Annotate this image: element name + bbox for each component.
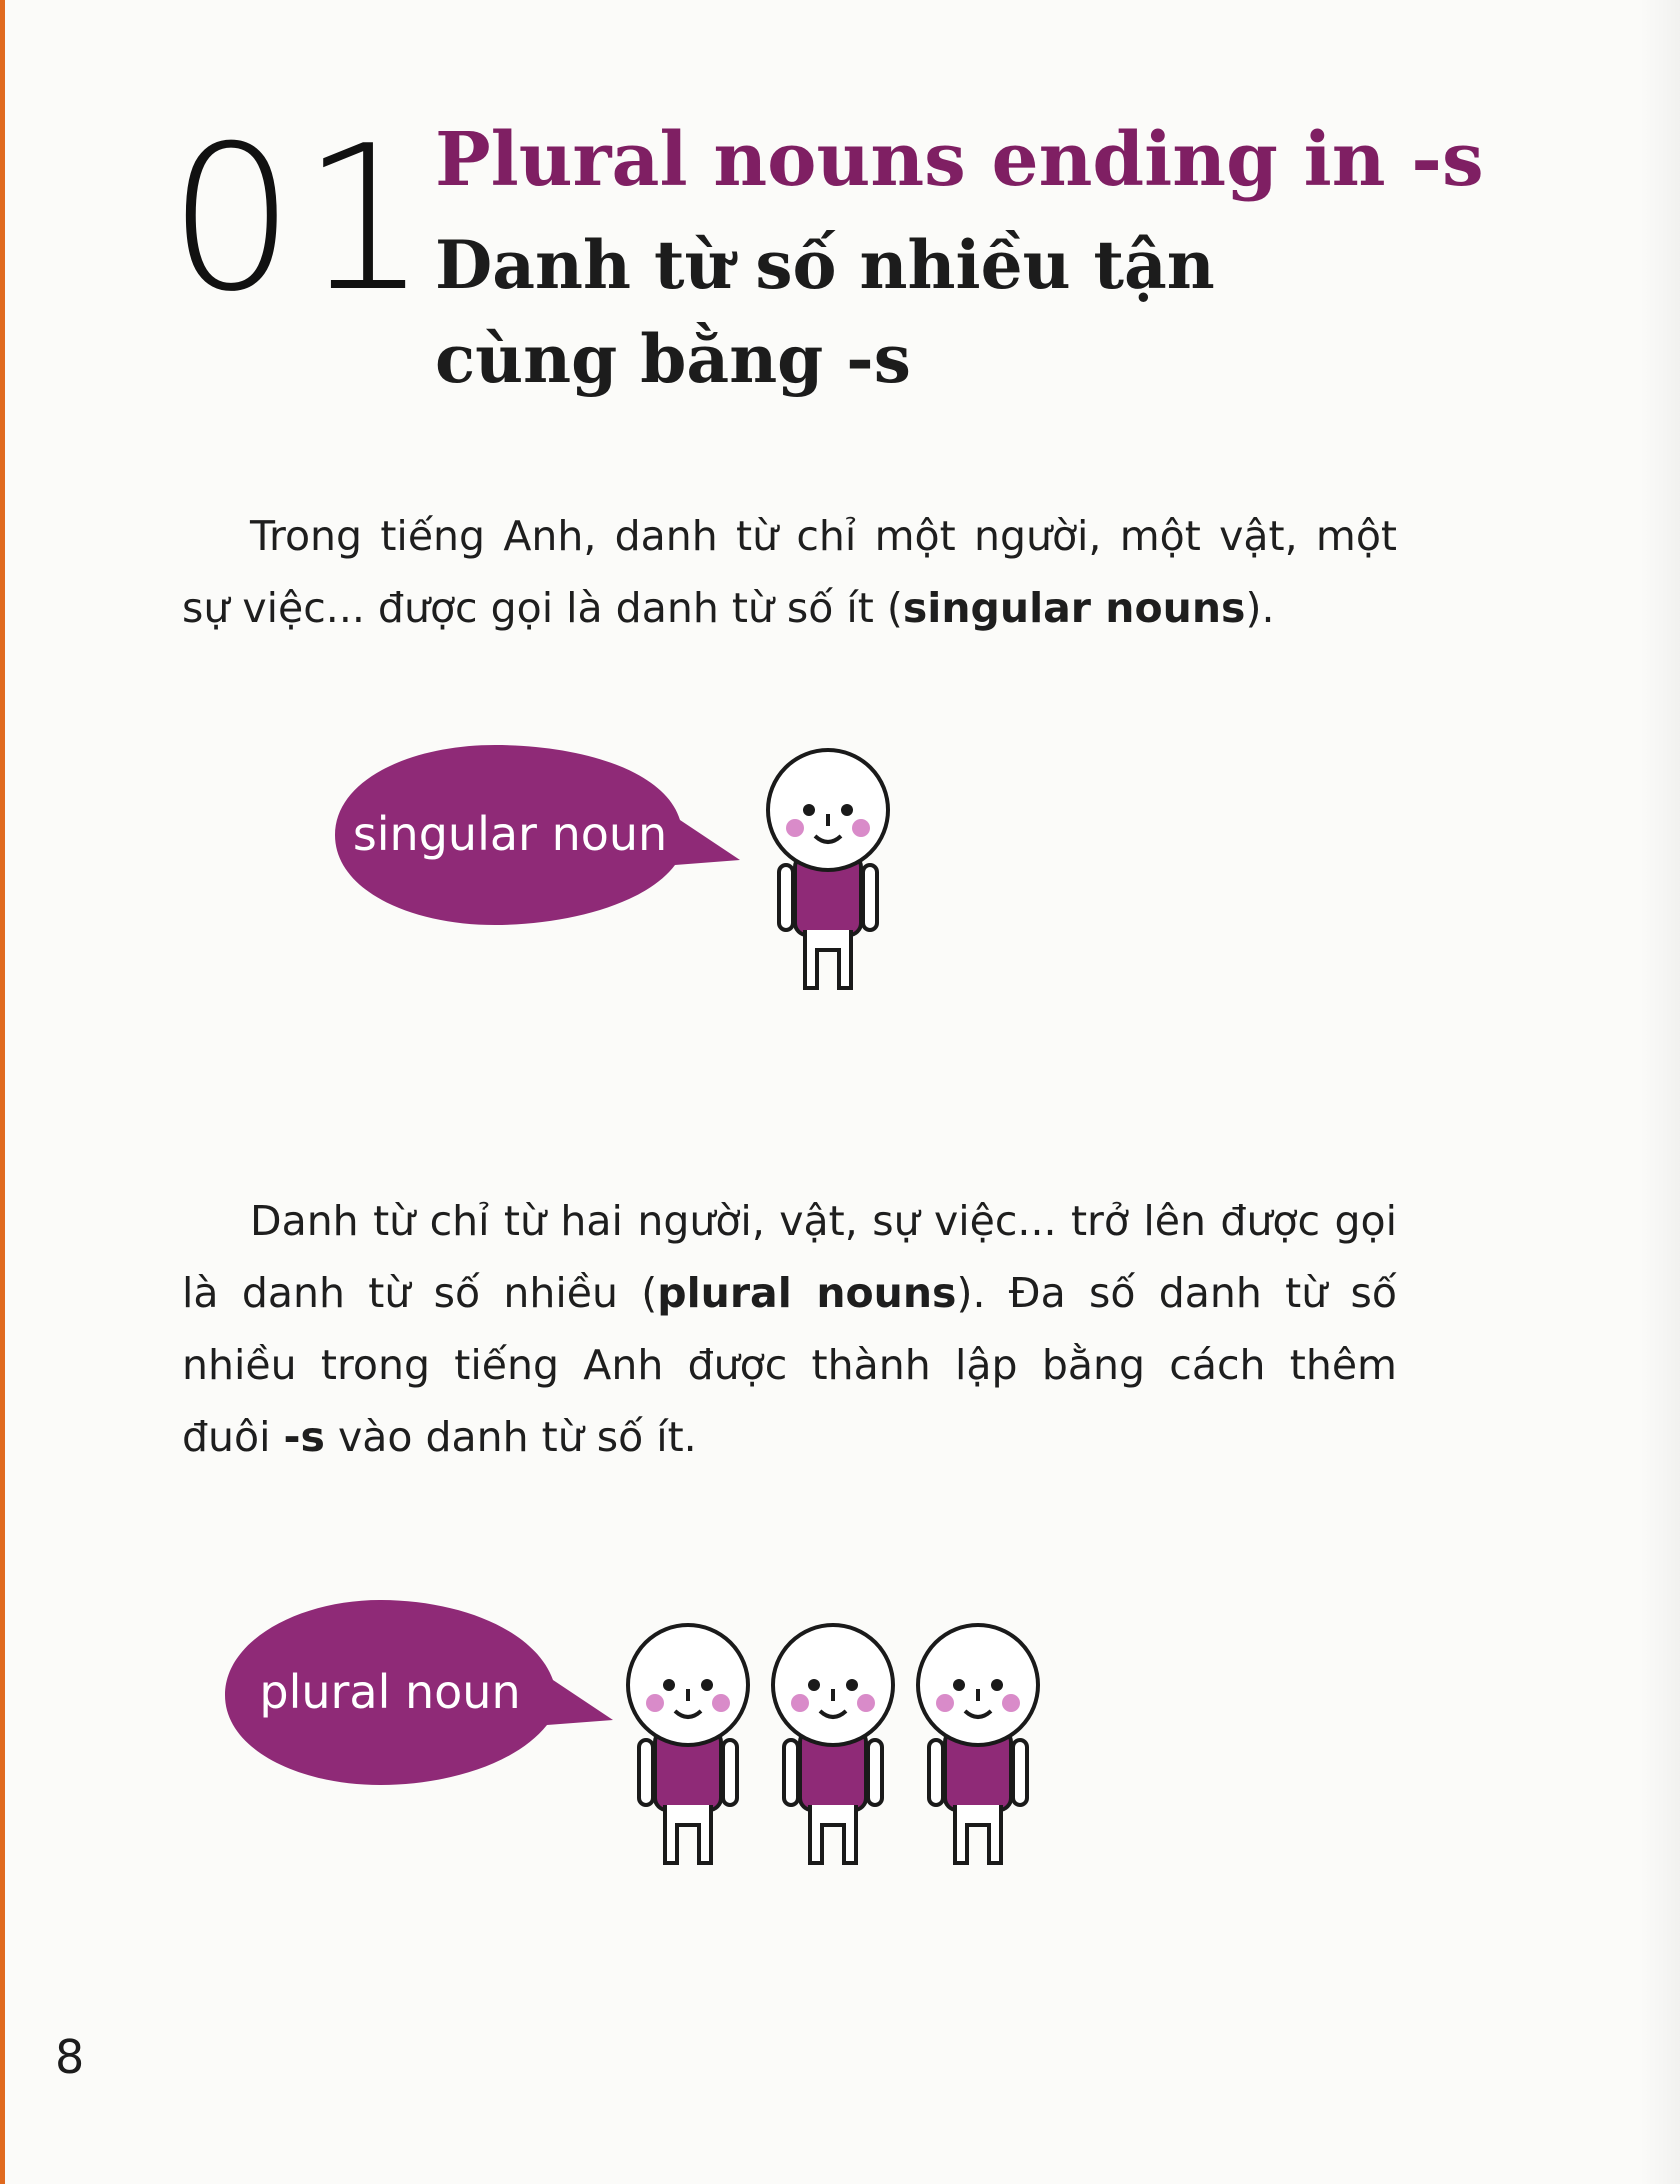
plural-illustration (215, 1585, 1075, 1885)
page-shadow (1640, 0, 1680, 2184)
intro-paragraph (182, 500, 1397, 644)
chapter-number: 01 (168, 103, 435, 336)
bubble-label-plural: plural noun (259, 1665, 521, 1719)
person-figure (768, 750, 888, 988)
bold-suffix: -s (283, 1413, 325, 1461)
paragraph-text: vào danh từ số ít. (324, 1413, 697, 1461)
person-figure (628, 1625, 748, 1863)
paragraph-text: Danh từ chỉ từ hai người, vật, sự việc... trở lên được gọi là danh từ số nhiều ( (182, 1197, 1397, 1317)
chapter-title-vietnamese: Danh từ số nhiều tận cùng bằng -s (435, 226, 1215, 398)
person-figure (773, 1625, 893, 1863)
plural-paragraph (182, 1185, 1397, 1473)
person-figure (918, 1625, 1038, 1863)
book-edge-strip (0, 0, 5, 2184)
bold-term: plural nouns (657, 1269, 957, 1317)
paragraph-text: ). (1245, 584, 1275, 632)
chapter-title-english: Plural nouns ending in -s (435, 117, 1484, 203)
page-number: 8 (55, 2030, 85, 2084)
paragraph-text: ). Đa số danh từ số nhiều trong tiếng Anh được thành lập bằng cách thêm đuôi (182, 1269, 1397, 1461)
bubble-label-singular: singular noun (352, 807, 668, 861)
paragraph-text: Trong tiếng Anh, danh từ chỉ một người, một vật, một sự việc... được gọi là danh từ số ít ( (182, 512, 1397, 632)
bold-term: singular nouns (902, 584, 1246, 632)
singular-illustration (325, 725, 905, 1005)
